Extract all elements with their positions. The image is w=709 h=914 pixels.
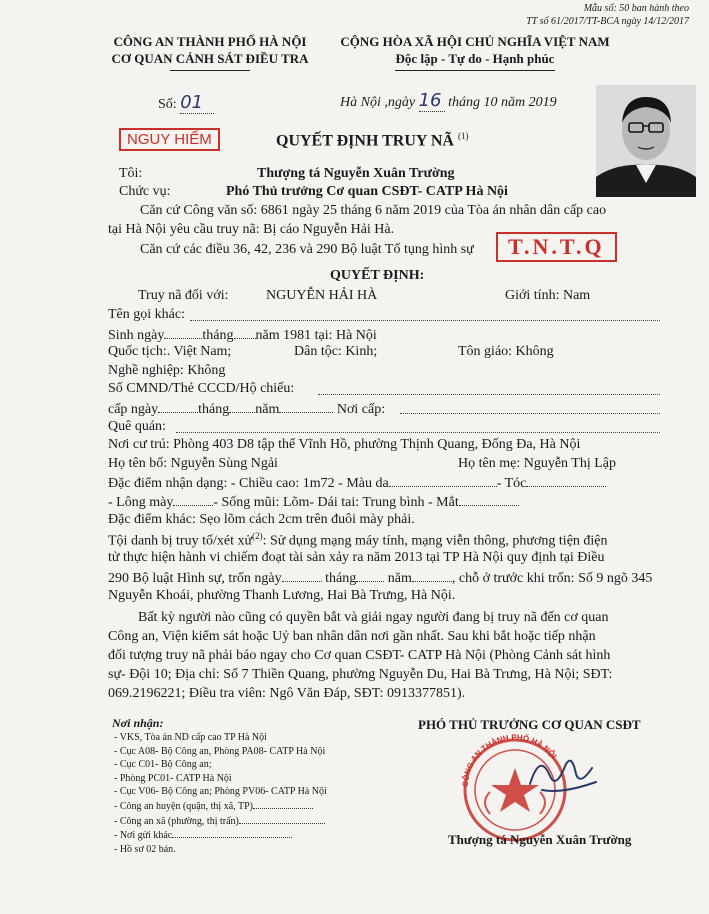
decision-heading: QUYẾT ĐỊNH:	[330, 268, 425, 283]
gender-value: Nam	[562, 288, 591, 303]
instruction-line-4: sự- Đội 10; Địa chỉ: Số 7 Thiền Quang, phường Nguyễn Du, Hai Bà Trưng, Hà Nội; SĐT:	[108, 667, 613, 682]
issuer-chucvu-value: Phó Thủ trưởng Cơ quan CSĐT- CATP Hà Nội	[226, 184, 508, 199]
instruction-line-1: Bất kỳ người nào cũng có quyền bắt và giải ngay người đang bị truy nã đến cơ quan	[138, 610, 609, 625]
agency-header	[90, 33, 330, 67]
doc-title-text: QUYẾT ĐỊNH TRUY NÃ	[276, 132, 454, 150]
features-row2	[108, 493, 519, 511]
instruction-line-3: đối tượng truy nã phải báo ngay cho Cơ quan CSĐT- CATP Hà Nội (Phòng Cảnh sát hình	[108, 648, 611, 663]
signatory-name: Thượng tá Nguyễn Xuân Trường	[448, 832, 632, 847]
doc-title	[276, 131, 468, 150]
recipients-title: Nơi nhận:	[112, 716, 164, 730]
hometown-line	[176, 432, 660, 433]
other-features: Đặc điểm khác: Sẹo lõm cách 2cm trên đuôi mày phải.	[108, 512, 415, 527]
religion: Tôn giáo: Không	[458, 344, 554, 359]
suspect-photo	[596, 85, 696, 197]
features1b: - Tóc	[496, 476, 527, 491]
recipients-list	[114, 731, 327, 856]
crime1-note: (2)	[252, 531, 263, 541]
doc-number-label: Số:	[158, 97, 177, 112]
issue-place-line	[400, 413, 660, 414]
seal-text: CÔNG AN THÀNH PHỐ HÀ NỘI	[460, 732, 559, 788]
birth-label: Sinh ngày	[108, 328, 165, 343]
gender	[505, 288, 590, 304]
residence: Nơi cư trú: Phòng 403 D8 tập thể Vĩnh Hồ, phường Thịnh Quang, Đống Đa, Hà Nội	[108, 437, 581, 452]
recipient-item: - Công an xã (phường, thị trấn)	[114, 814, 327, 829]
issuer-toi-label: Tôi:	[119, 166, 143, 181]
date-prefix: Hà Nội ,ngày	[340, 95, 416, 110]
handwritten-signature-icon	[522, 746, 602, 801]
recipient-item: - Cục V06- Bộ Công an; Phòng PV06- CATP Hà Nội	[114, 786, 327, 798]
issue-ngay: cấp ngày	[108, 402, 159, 417]
recipient-item: - VKS, Tòa án ND cấp cao TP Hà Nội	[114, 732, 267, 743]
doc-number	[158, 92, 214, 114]
alias-line	[190, 320, 660, 321]
crime3d: , chỗ ở trước khi trốn: Số 9 ngõ 345	[451, 571, 653, 586]
crime3c: năm	[387, 571, 412, 586]
features2a: - Lông mày	[108, 495, 174, 510]
birth-nam: năm 1981 tại: Hà Nội	[255, 328, 377, 343]
portrait-image	[596, 85, 696, 197]
alias-label: Tên gọi khác:	[108, 307, 185, 322]
doc-number-value: 01	[180, 92, 214, 114]
agency-line1: CÔNG AN THÀNH PHỐ HÀ NỘI	[113, 34, 307, 49]
crime3a: 290 Bộ luật Hình sự, trốn ngày	[108, 571, 282, 586]
recipient-item: - Phòng PC01- CATP Hà Nội	[114, 772, 232, 784]
crime3b: tháng	[325, 571, 357, 586]
birth-row	[108, 326, 377, 344]
nation-line1: CỘNG HÒA XÃ HỘI CHỦ NGHĨA VIỆT NAM	[340, 34, 610, 49]
recipient-item: - Hồ sơ 02 bản.	[114, 843, 176, 855]
instruction-line-5: 069.2196221; Điều tra viên: Ngô Văn Đáp, SĐT: 0913377851).	[108, 686, 466, 701]
id-line	[318, 394, 660, 395]
issue-nam: năm	[255, 402, 280, 417]
recipient-item: - Cục A08- Bộ Công an, Phòng PA08- CATP Hà Nội	[114, 745, 326, 757]
recipient-item: - Công an huyện (quận, thị xã, TP)	[114, 799, 327, 814]
basis-line1: Căn cứ Công văn số: 6861 ngày 25 tháng 6 năm 2019 của Tòa án nhân dân cấp cao	[140, 203, 607, 218]
crime-line1	[108, 531, 608, 550]
issuer-chucvu-label: Chức vụ:	[119, 184, 171, 199]
crime-line4: Nguyễn Khoái, phường Thanh Lương, Hai Bà Trưng, Hà Nội.	[108, 588, 456, 603]
tntq-stamp: T.N.T.Q	[496, 232, 617, 262]
features1a: Đặc điểm nhận dạng: - Chiều cao: 1m72 - Màu da	[108, 476, 389, 491]
crime1-label: Tội danh bị truy tố/xét xử	[108, 533, 253, 549]
truyna-label: Truy nã đối với:	[138, 288, 229, 303]
date-rest: tháng 10 năm 2019	[448, 95, 557, 110]
issue-row	[108, 400, 385, 418]
features2b: - Sống mũi: Lõm- Dái tai: Trung bình - Mắt	[213, 495, 459, 510]
issuer-toi-value: Thượng tá Nguyễn Xuân Trường	[257, 166, 455, 181]
agency-line2: CƠ QUAN CẢNH SÁT ĐIỀU TRA	[111, 51, 309, 66]
ethnic: Dân tộc: Kinh;	[294, 344, 378, 359]
signature-title: PHÓ THỦ TRƯỞNG CƠ QUAN CSĐT	[418, 717, 641, 732]
gender-label: Giới tính:	[505, 288, 560, 303]
recipient-item: - Nơi gửi khác	[114, 828, 327, 843]
mother: Họ tên mẹ: Nguyễn Thị Lập	[458, 456, 616, 471]
subject-name: NGUYỄN HẢI HÀ	[266, 288, 378, 303]
nationality: Quốc tịch:. Việt Nam;	[108, 344, 232, 359]
issue-place: Nơi cấp:	[336, 402, 386, 417]
crime-line2: tử thực hiện hành vi chiếm đoạt tài sản xảy ra năm 2013 tại TP Hà Nội quy định tại Điều	[108, 550, 605, 565]
hometown-label: Quê quán:	[108, 419, 166, 434]
date-day: 16	[419, 90, 445, 112]
form-ref-line2: TT số 61/2017/TT-BCA ngày 14/12/2017	[526, 16, 689, 27]
danger-stamp: NGUY HIỂM	[119, 128, 220, 151]
issue-thang: tháng	[198, 402, 230, 417]
job: Nghề nghiệp: Không	[108, 363, 226, 378]
basis-line3: Căn cứ các điều 36, 42, 236 và 290 Bộ luật Tố tụng hình sự	[140, 242, 474, 257]
form-reference	[526, 2, 689, 28]
basis-line2: tại Hà Nội yêu cầu truy nã: Bị cáo Nguyễn Hải Hà.	[108, 222, 395, 237]
nation-underline	[395, 70, 555, 71]
agency-underline	[170, 70, 250, 71]
crime-line3	[108, 569, 652, 587]
crime1-rest: : Sử dụng mạng máy tính, mạng viễn thông, phương tiện điện	[262, 533, 608, 549]
instruction-line-2: Công an, Viện kiểm sát hoặc Uỷ ban nhân dân nơi gần nhất. Sau khi bắt hoặc tiếp nhận	[108, 629, 596, 644]
nation-header	[330, 33, 620, 67]
recipient-item: - Cục C01- Bộ Công an;	[114, 759, 212, 771]
father: Họ tên bố: Nguyễn Sùng Ngải	[108, 456, 278, 471]
features-row1	[108, 474, 606, 492]
form-ref-line1: Mẫu số: 50 ban hành theo	[583, 3, 689, 14]
doc-title-note: (1)	[457, 131, 469, 141]
birth-thang: tháng	[202, 328, 234, 343]
id-label: Số CMND/Thẻ CCCD/Hộ chiếu:	[108, 381, 295, 396]
doc-date	[340, 90, 557, 112]
nation-line2: Độc lập - Tự do - Hạnh phúc	[395, 51, 555, 66]
